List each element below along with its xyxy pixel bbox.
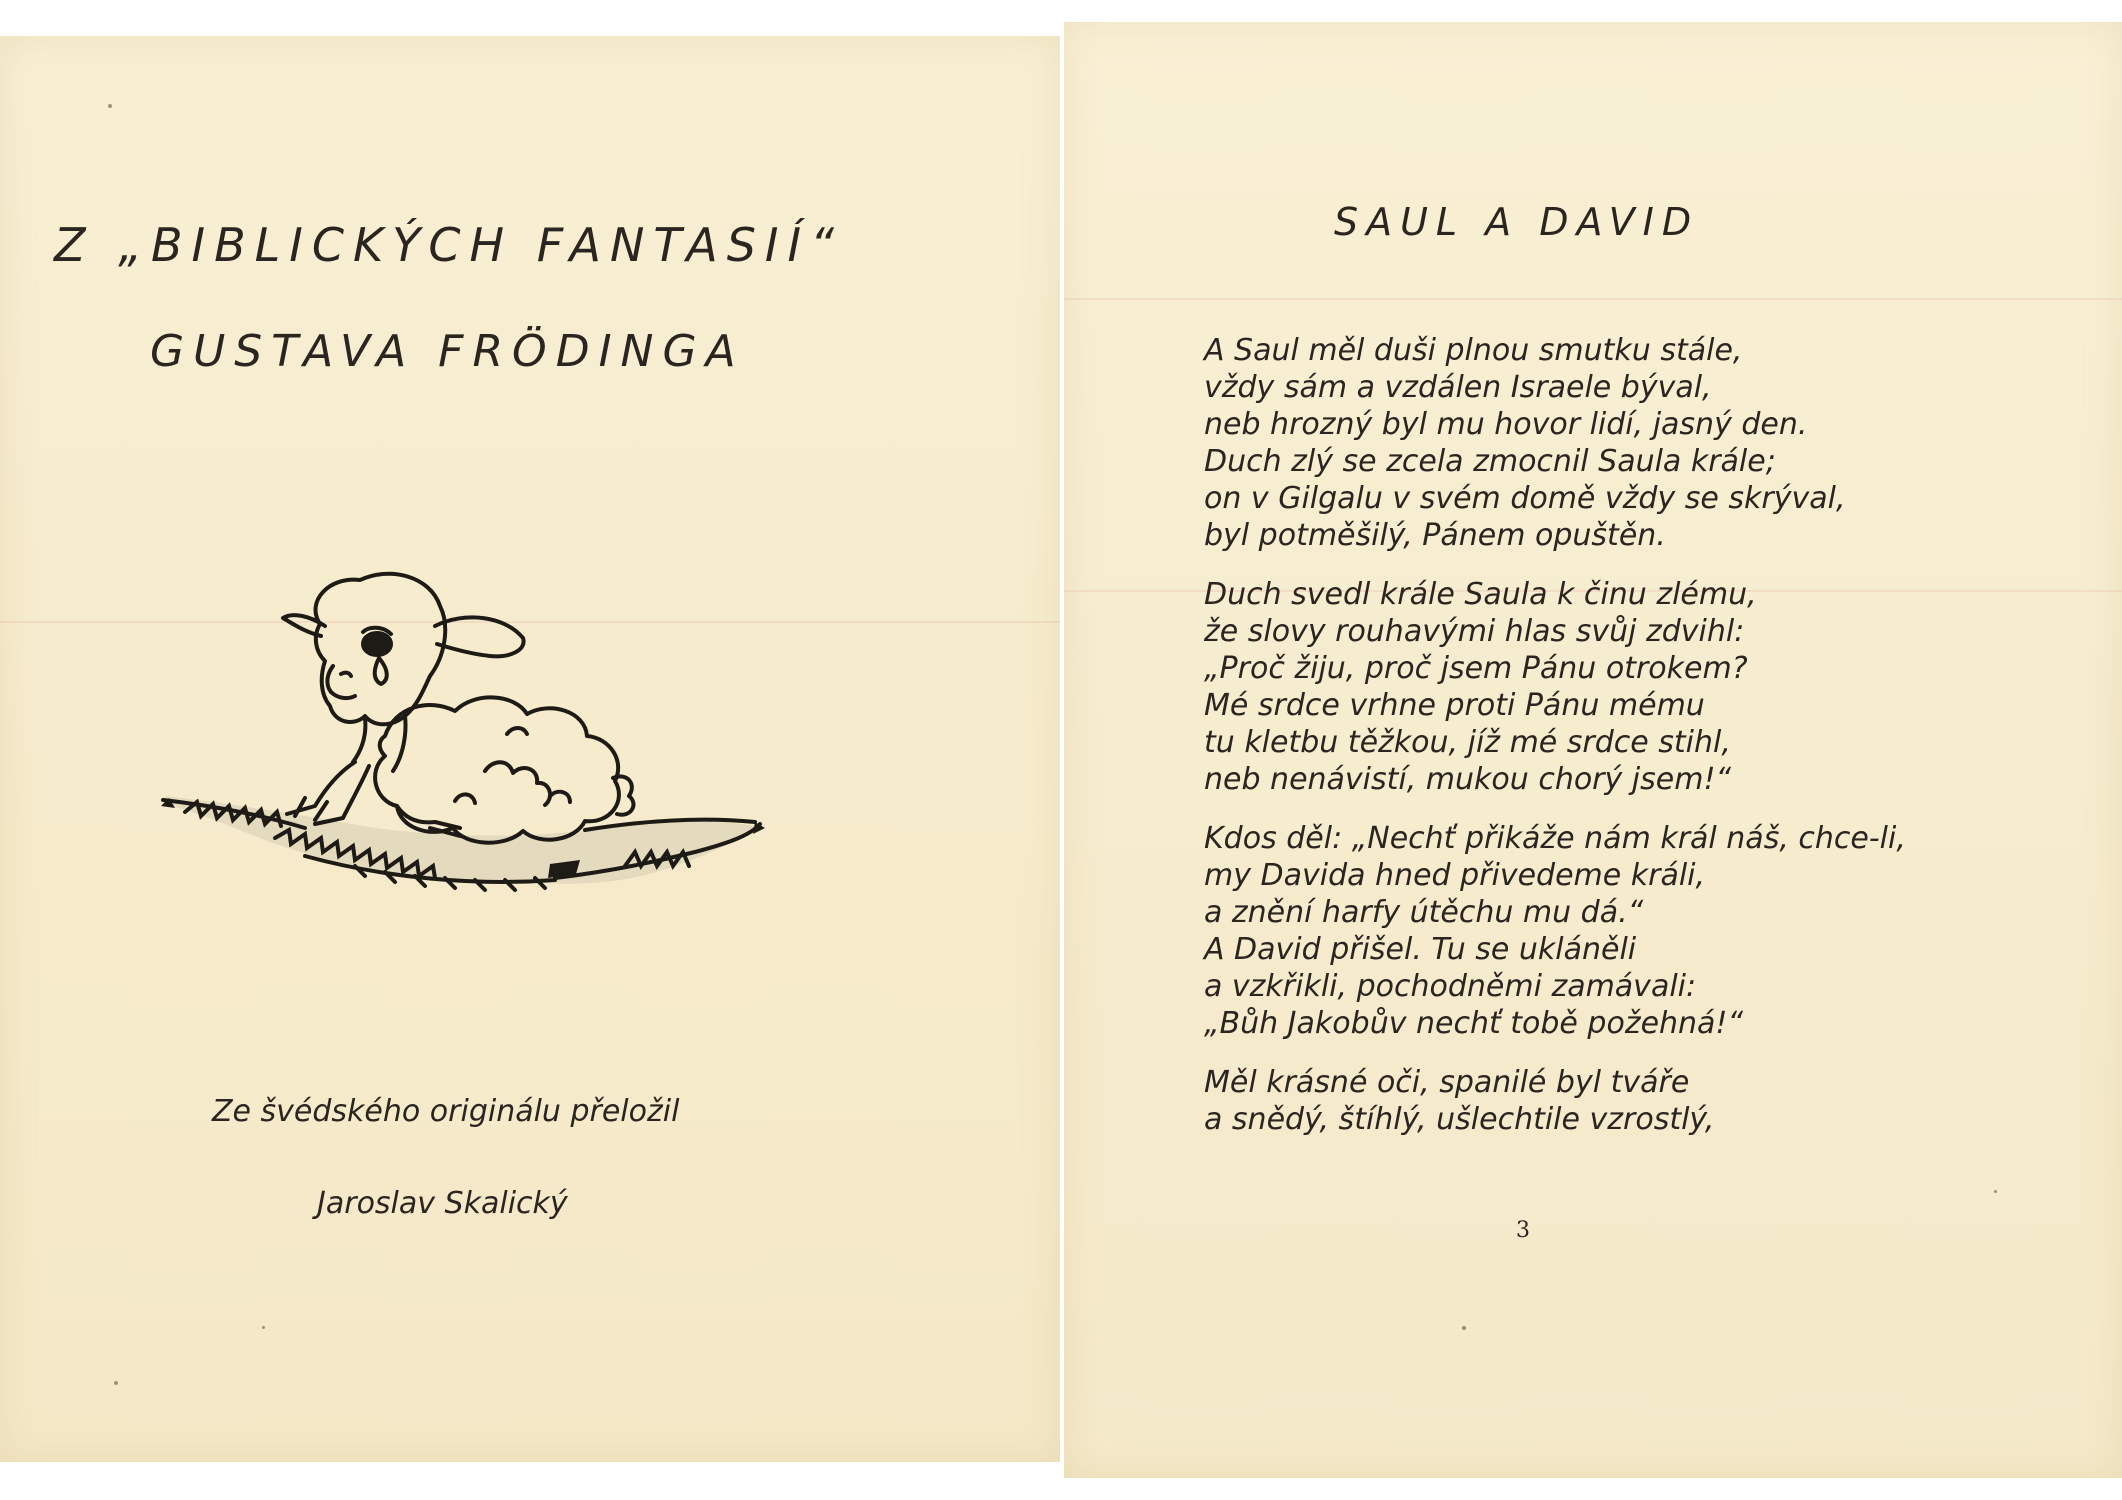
faint-ruled-line: [1064, 298, 2122, 300]
verse-line: on v Gilgalu v svém domě vždy se skrýval,: [1204, 481, 1846, 516]
right-page: [1064, 22, 2122, 1478]
stanza: [1204, 576, 2084, 798]
verse-line: a snědý, štíhlý, ušlechtile vzrostlý,: [1204, 1102, 1715, 1137]
lamb-drawing: [155, 566, 765, 906]
verse-line: vždy sám a vzdálen Israele býval,: [1204, 370, 1712, 405]
verse-line: tu kletbu těžkou, jíž mé srdce stihl,: [1204, 725, 1731, 760]
translator-credit: Ze švédského originálu přeložil: [212, 1094, 680, 1129]
poem-body: [1204, 332, 2084, 1160]
verse-line: že slovy rouhavými hlas svůj zdvihl:: [1204, 614, 1745, 649]
stanza: [1204, 1064, 2084, 1138]
verse-line: A Saul měl duši plnou smutku stále,: [1204, 333, 1743, 368]
verse-line: a znění harfy útěchu mu dá.“: [1204, 895, 1644, 930]
verse-line: my Davida hned přivedeme králi,: [1204, 858, 1706, 893]
paper-speck: [114, 1381, 118, 1385]
paper-speck: [1462, 1326, 1466, 1330]
stanza: [1204, 332, 2084, 554]
verse-line: Duch zlý se zcela zmocnil Saula krále;: [1204, 444, 1776, 479]
left-page: [0, 36, 1060, 1462]
paper-speck: [262, 1326, 265, 1329]
verse-line: „Proč žiju, proč jsem Pánu otrokem?: [1204, 651, 1748, 686]
verse-line: Mé srdce vrhne proti Pánu mému: [1204, 688, 1705, 723]
book-title-line-1: Z „BIBLICKÝCH FANTASIÍ“: [54, 218, 843, 272]
verse-line: byl potměšilý, Pánem opuštěn.: [1204, 518, 1666, 553]
book-title-line-2: GUSTAVA FRÖDINGA: [150, 326, 745, 377]
verse-line: neb hrozný byl mu hovor lidí, jasný den.: [1204, 407, 1808, 442]
translator-name: Jaroslav Skalický: [317, 1186, 568, 1221]
verse-line: neb nenávistí, mukou chorý jsem!“: [1204, 762, 1732, 797]
page-number: 3: [1516, 1218, 1530, 1243]
verse-line: A David přišel. Tu se ukláněli: [1204, 932, 1637, 967]
verse-line: Duch svedl krále Saula k činu zlému,: [1204, 577, 1757, 612]
verse-line: Měl krásné oči, spanilé byl tváře: [1204, 1065, 1690, 1100]
paper-speck: [108, 104, 112, 108]
stanza: [1204, 820, 2084, 1042]
paper-speck: [1994, 1190, 1997, 1193]
poem-title: SAUL A DAVID: [1334, 200, 1700, 244]
verse-line: a vzkřikli, pochodněmi zamávali:: [1204, 969, 1697, 1004]
verse-line: „Bůh Jakobův nechť tobě požehná!“: [1204, 1006, 1744, 1041]
verse-line: Kdos děl: „Nechť přikáže nám král náš, chce-li,: [1204, 821, 1906, 856]
